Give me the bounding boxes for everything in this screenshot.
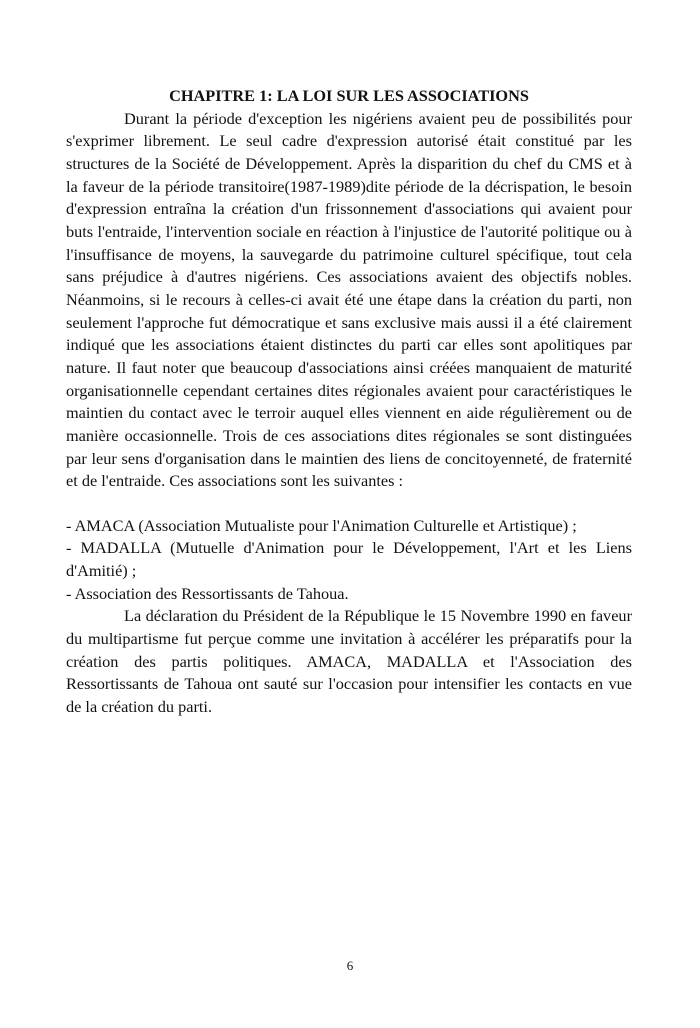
paragraph-intro: Durant la période d'exception les nigériens avaient peu de possibilités pour s'exprimer librement. Le seul cadre d'expression autorisé était constitué par les structures de la Société de Développement. Après la disparition du chef du CMS et à la faveur de la période transitoire(1987-1989)dite période de la décrispation, le besoin d'expression entraîna la création d'un frissonnement d'associations qui avaient pour buts l'entraide, l'intervention sociale en réaction à l'injustice de l'autorité politique ou à l'insuffisance de moyens, la sauvegarde du patrimoine culturel spécifique, tout cela sans préjudice à d'autres nigériens. Ces associations avaient des objectifs nobles. Néanmoins, si le recours à celles-ci avait été une étape dans la création du parti, non seulement l'approche fut démocratique et sans exclusive mais aussi il a été clairement indiqué que les associations étaient distinctes du parti car elles sont apolitiques par nature. Il faut noter que beaucoup d'associations ainsi créées manquaient de maturité organisationnelle cependant certaines dites régionales avaient pour caractéristiques le maintien du contact avec le terroir auquel elles viennent en aide régulièrement ou de manière occasionnelle. Trois de ces associations dites régionales se sont distinguées par leur sens d'organisation dans le maintien des liens de concitoyenneté, de fraternité et de l'entraide. Ces associations sont les suivantes :	[66, 108, 632, 491]
chapter-title: CHAPITRE 1: LA LOI SUR LES ASSOCIATIONS	[169, 86, 529, 105]
page-number: 6	[346, 958, 354, 973]
list-item-madalla: - MADALLA (Mutuelle d'Animation pour le Développement, l'Art et les Liens d'Amitié) ;	[66, 538, 632, 581]
spacer	[66, 493, 632, 515]
paragraph-declaration: La déclaration du Président de la République le 15 Novembre 1990 en faveur du multipartisme fut perçue comme une invitation à accélérer les préparatifs pour la création des partis politiques. AMACA, MADALLA et l'Association des Ressortissants de Tahoua ont sauté sur l'occasion pour intensifier les contacts en vue de la création du parti.	[66, 606, 632, 717]
list-item-amaca: - AMACA (Association Mutualiste pour l'Animation Culturelle et Artistique) ;	[66, 515, 577, 535]
list-item-tahoua: - Association des Ressortissants de Tahoua.	[66, 583, 349, 603]
page-content	[66, 85, 632, 719]
